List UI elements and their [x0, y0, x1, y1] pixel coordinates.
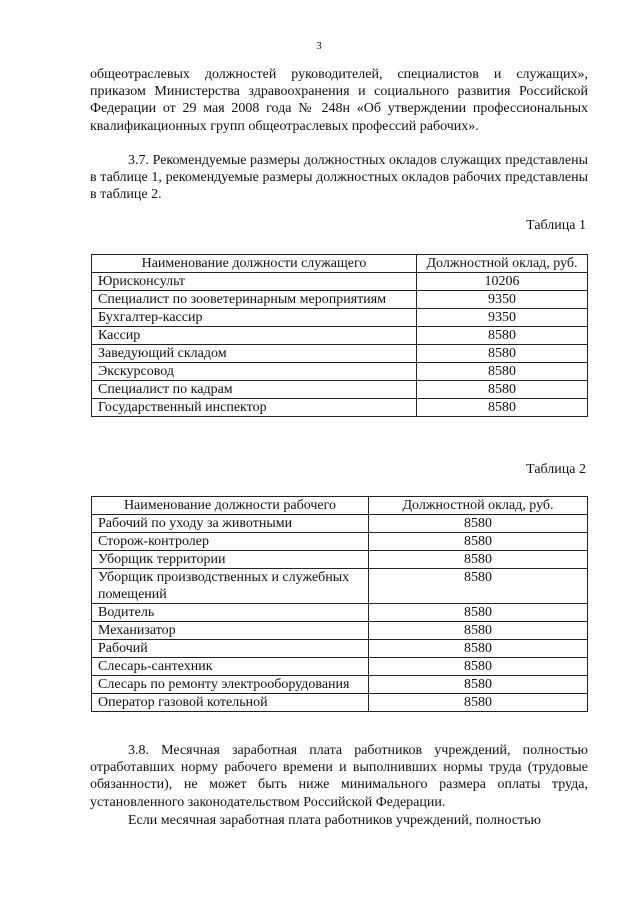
table-row: [92, 399, 588, 417]
salary-value: 8580: [369, 658, 588, 676]
salary-value: 8580: [369, 551, 588, 569]
salary-value: 10206: [417, 273, 588, 291]
salary-value: 8580: [417, 399, 588, 417]
table-row: [92, 622, 588, 640]
table-row: [92, 309, 588, 327]
table-row: [92, 676, 588, 694]
table-header-row: [92, 497, 588, 515]
position-name: Сторож-контролер: [92, 533, 369, 551]
table-row: [92, 658, 588, 676]
page-number: 3: [316, 40, 322, 52]
salary-value: 8580: [369, 515, 588, 533]
salary-value: 8580: [369, 604, 588, 622]
salary-value: 8580: [369, 676, 588, 694]
table2-caption: Таблица 2: [526, 462, 586, 477]
table-row: [92, 694, 588, 712]
table-row: [92, 327, 588, 345]
table-row: [92, 345, 588, 363]
salary-value: 8580: [369, 622, 588, 640]
salary-value: 9350: [417, 309, 588, 327]
paragraph-continuation-next: Если месячная заработная плата работников учреждений, полностью: [128, 813, 542, 828]
position-name: Рабочий: [92, 640, 369, 658]
header-position: Наименование должности рабочего: [92, 497, 369, 515]
table-header-row: [92, 255, 588, 273]
table-2-workers: [91, 496, 588, 712]
position-name: Специалист по кадрам: [92, 381, 417, 399]
paragraph-3-7: 3.7. Рекомендуемые размеры должностных окладов служащих представлены в таблице 1, рекомендуемые размеры должностных окладов рабочих представлены в таблице 2.: [90, 153, 588, 203]
table-1-employees: [91, 254, 588, 417]
table-row: [92, 640, 588, 658]
header-position: Наименование должности служащего: [92, 255, 417, 273]
salary-value: 8580: [369, 694, 588, 712]
salary-value: 8580: [369, 533, 588, 551]
table-row: [92, 273, 588, 291]
paragraph-continuation: общеотраслевых должностей руководителей, специалистов и служащих», приказом Министерства здравоохранения и социального развития Российской Федерации от 29 мая 2008 года № 248н «Об утверждении профессиональных квалификационных групп общеотраслевых профессий рабочих».: [90, 67, 588, 134]
position-name: Экскурсовод: [92, 363, 417, 381]
table-row: [92, 381, 588, 399]
paragraph-3-8: 3.8. Месячная заработная плата работников учреждений, полностью отработавших норму рабочего времени и выполнивших нормы труда (трудовые обязанности), не может быть ниже минимального размера оплаты труда, установленного законодательством Российской Федерации.: [90, 743, 588, 810]
table-row: [92, 604, 588, 622]
salary-value: 8580: [417, 327, 588, 345]
salary-value: 8580: [369, 640, 588, 658]
position-name: Юрисконсульт: [92, 273, 417, 291]
position-name: Механизатор: [92, 622, 369, 640]
salary-value: 8580: [417, 363, 588, 381]
salary-value: 8580: [417, 381, 588, 399]
position-name: Уборщик производственных и служебных помещений: [92, 569, 369, 604]
table-row: [92, 291, 588, 309]
position-name: Государственный инспектор: [92, 399, 417, 417]
table-row: [92, 363, 588, 381]
salary-value: 9350: [417, 291, 588, 309]
position-name: Специалист по зооветеринарным мероприятиям: [92, 291, 417, 309]
position-name: Бухгалтер-кассир: [92, 309, 417, 327]
position-name: Уборщик территории: [92, 551, 369, 569]
salary-value: 8580: [369, 569, 588, 604]
salary-value: 8580: [417, 345, 588, 363]
position-name: Кассир: [92, 327, 417, 345]
table-row: [92, 533, 588, 551]
position-name: Водитель: [92, 604, 369, 622]
table-row: [92, 569, 588, 604]
position-name: Оператор газовой котельной: [92, 694, 369, 712]
table1-caption: Таблица 1: [526, 218, 586, 233]
header-salary: Должностной оклад, руб.: [369, 497, 588, 515]
position-name: Слесарь по ремонту электрооборудования: [92, 676, 369, 694]
table-row: [92, 515, 588, 533]
table-row: [92, 551, 588, 569]
position-name: Рабочий по уходу за животными: [92, 515, 369, 533]
header-salary: Должностной оклад, руб.: [417, 255, 588, 273]
position-name: Заведующий складом: [92, 345, 417, 363]
position-name: Слесарь-сантехник: [92, 658, 369, 676]
